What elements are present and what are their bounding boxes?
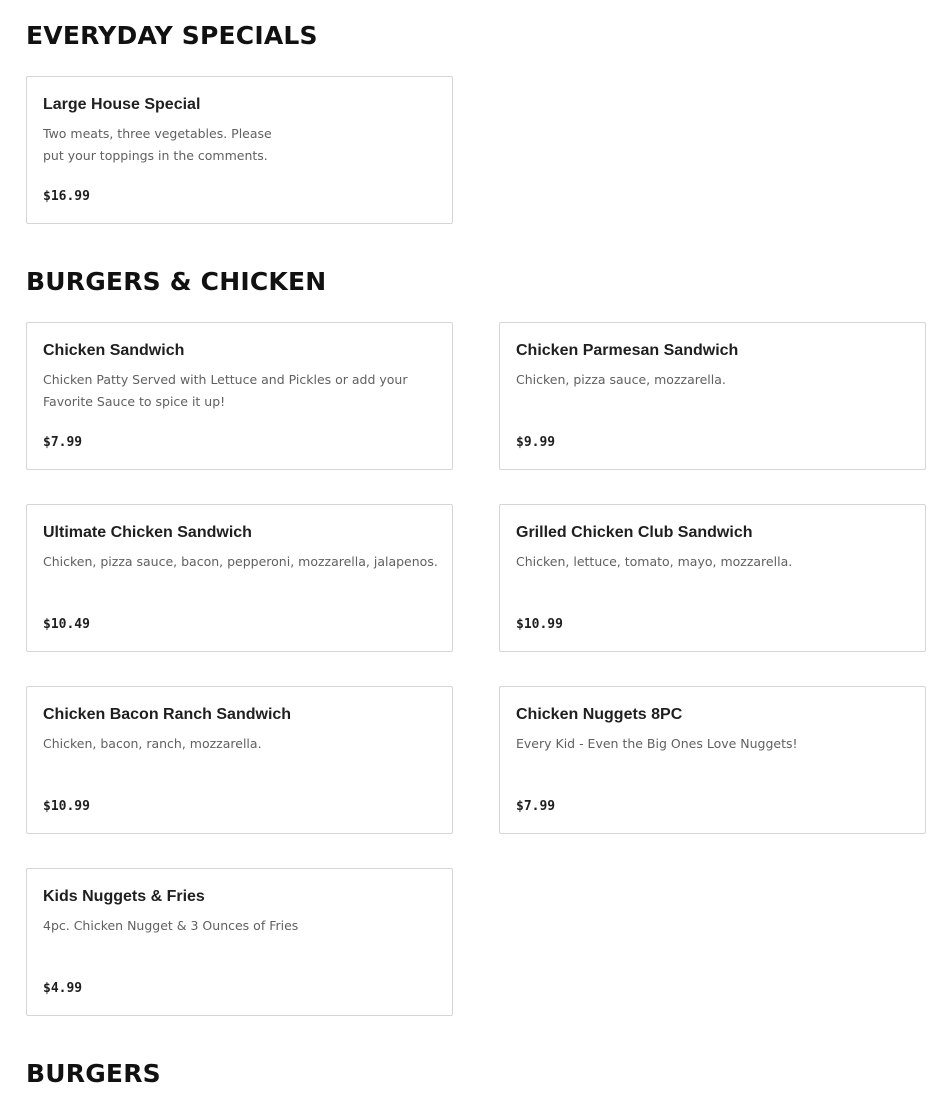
menu-item-description: Chicken, pizza sauce, bacon, pepperoni, mozzarella, jalapenos.: [43, 554, 438, 569]
menu-item-card[interactable]: [499, 322, 926, 470]
menu-item-description: Chicken, lettuce, tomato, mayo, mozzarella.: [516, 554, 793, 569]
menu-item-description: Every Kid - Even the Big Ones Love Nuggets!: [516, 736, 798, 751]
menu-item-description: 4pc. Chicken Nugget & 3 Ounces of Fries: [43, 918, 299, 933]
menu-item-card[interactable]: [26, 322, 453, 470]
menu-item-name: Chicken Nuggets 8PC: [516, 706, 683, 723]
menu-item-price: $10.49: [43, 617, 90, 632]
menu-item-card[interactable]: [499, 686, 926, 834]
menu-item-description: Two meats, three vegetables. Please put your toppings in the comments.: [43, 126, 272, 163]
menu-item-price: $4.99: [43, 981, 83, 996]
section-everyday-specials: [26, 23, 928, 49]
menu-item-description: Chicken, pizza sauce, mozzarella.: [516, 372, 726, 387]
menu-item-card[interactable]: [26, 76, 453, 224]
menu-item-name: Kids Nuggets & Fries: [43, 888, 205, 905]
menu-item-name: Large House Special: [43, 96, 201, 113]
menu-item-card[interactable]: [26, 504, 453, 652]
menu-item-name: Grilled Chicken Club Sandwich: [516, 524, 753, 541]
section-burgers-chicken: [26, 269, 928, 295]
section-burgers: [26, 1061, 928, 1087]
menu-item-price: $10.99: [516, 617, 563, 632]
menu-item-price: $9.99: [516, 435, 556, 450]
menu-item-description: Chicken Patty Served with Lettuce and Pickles or add your Favorite Sauce to spice it up!: [43, 372, 408, 409]
menu-item-name: Ultimate Chicken Sandwich: [43, 524, 252, 541]
menu-item-name: Chicken Parmesan Sandwich: [516, 342, 739, 359]
menu-item-card[interactable]: [26, 686, 453, 834]
menu-item-name: Chicken Bacon Ranch Sandwich: [43, 706, 292, 723]
menu-item-price: $7.99: [43, 435, 83, 450]
menu-item-card[interactable]: [499, 504, 926, 652]
menu-item-description: Chicken, bacon, ranch, mozzarella.: [43, 736, 262, 751]
section-title: EVERYDAY SPECIALS: [26, 21, 318, 50]
menu-item-price: $10.99: [43, 799, 90, 814]
menu-item-card[interactable]: [26, 868, 453, 1016]
menu-item-name: Chicken Sandwich: [43, 342, 185, 359]
menu-item-price: $16.99: [43, 189, 90, 204]
menu-item-price: $7.99: [516, 799, 556, 814]
section-title: BURGERS & CHICKEN: [26, 267, 327, 296]
section-title: BURGERS: [26, 1059, 161, 1088]
